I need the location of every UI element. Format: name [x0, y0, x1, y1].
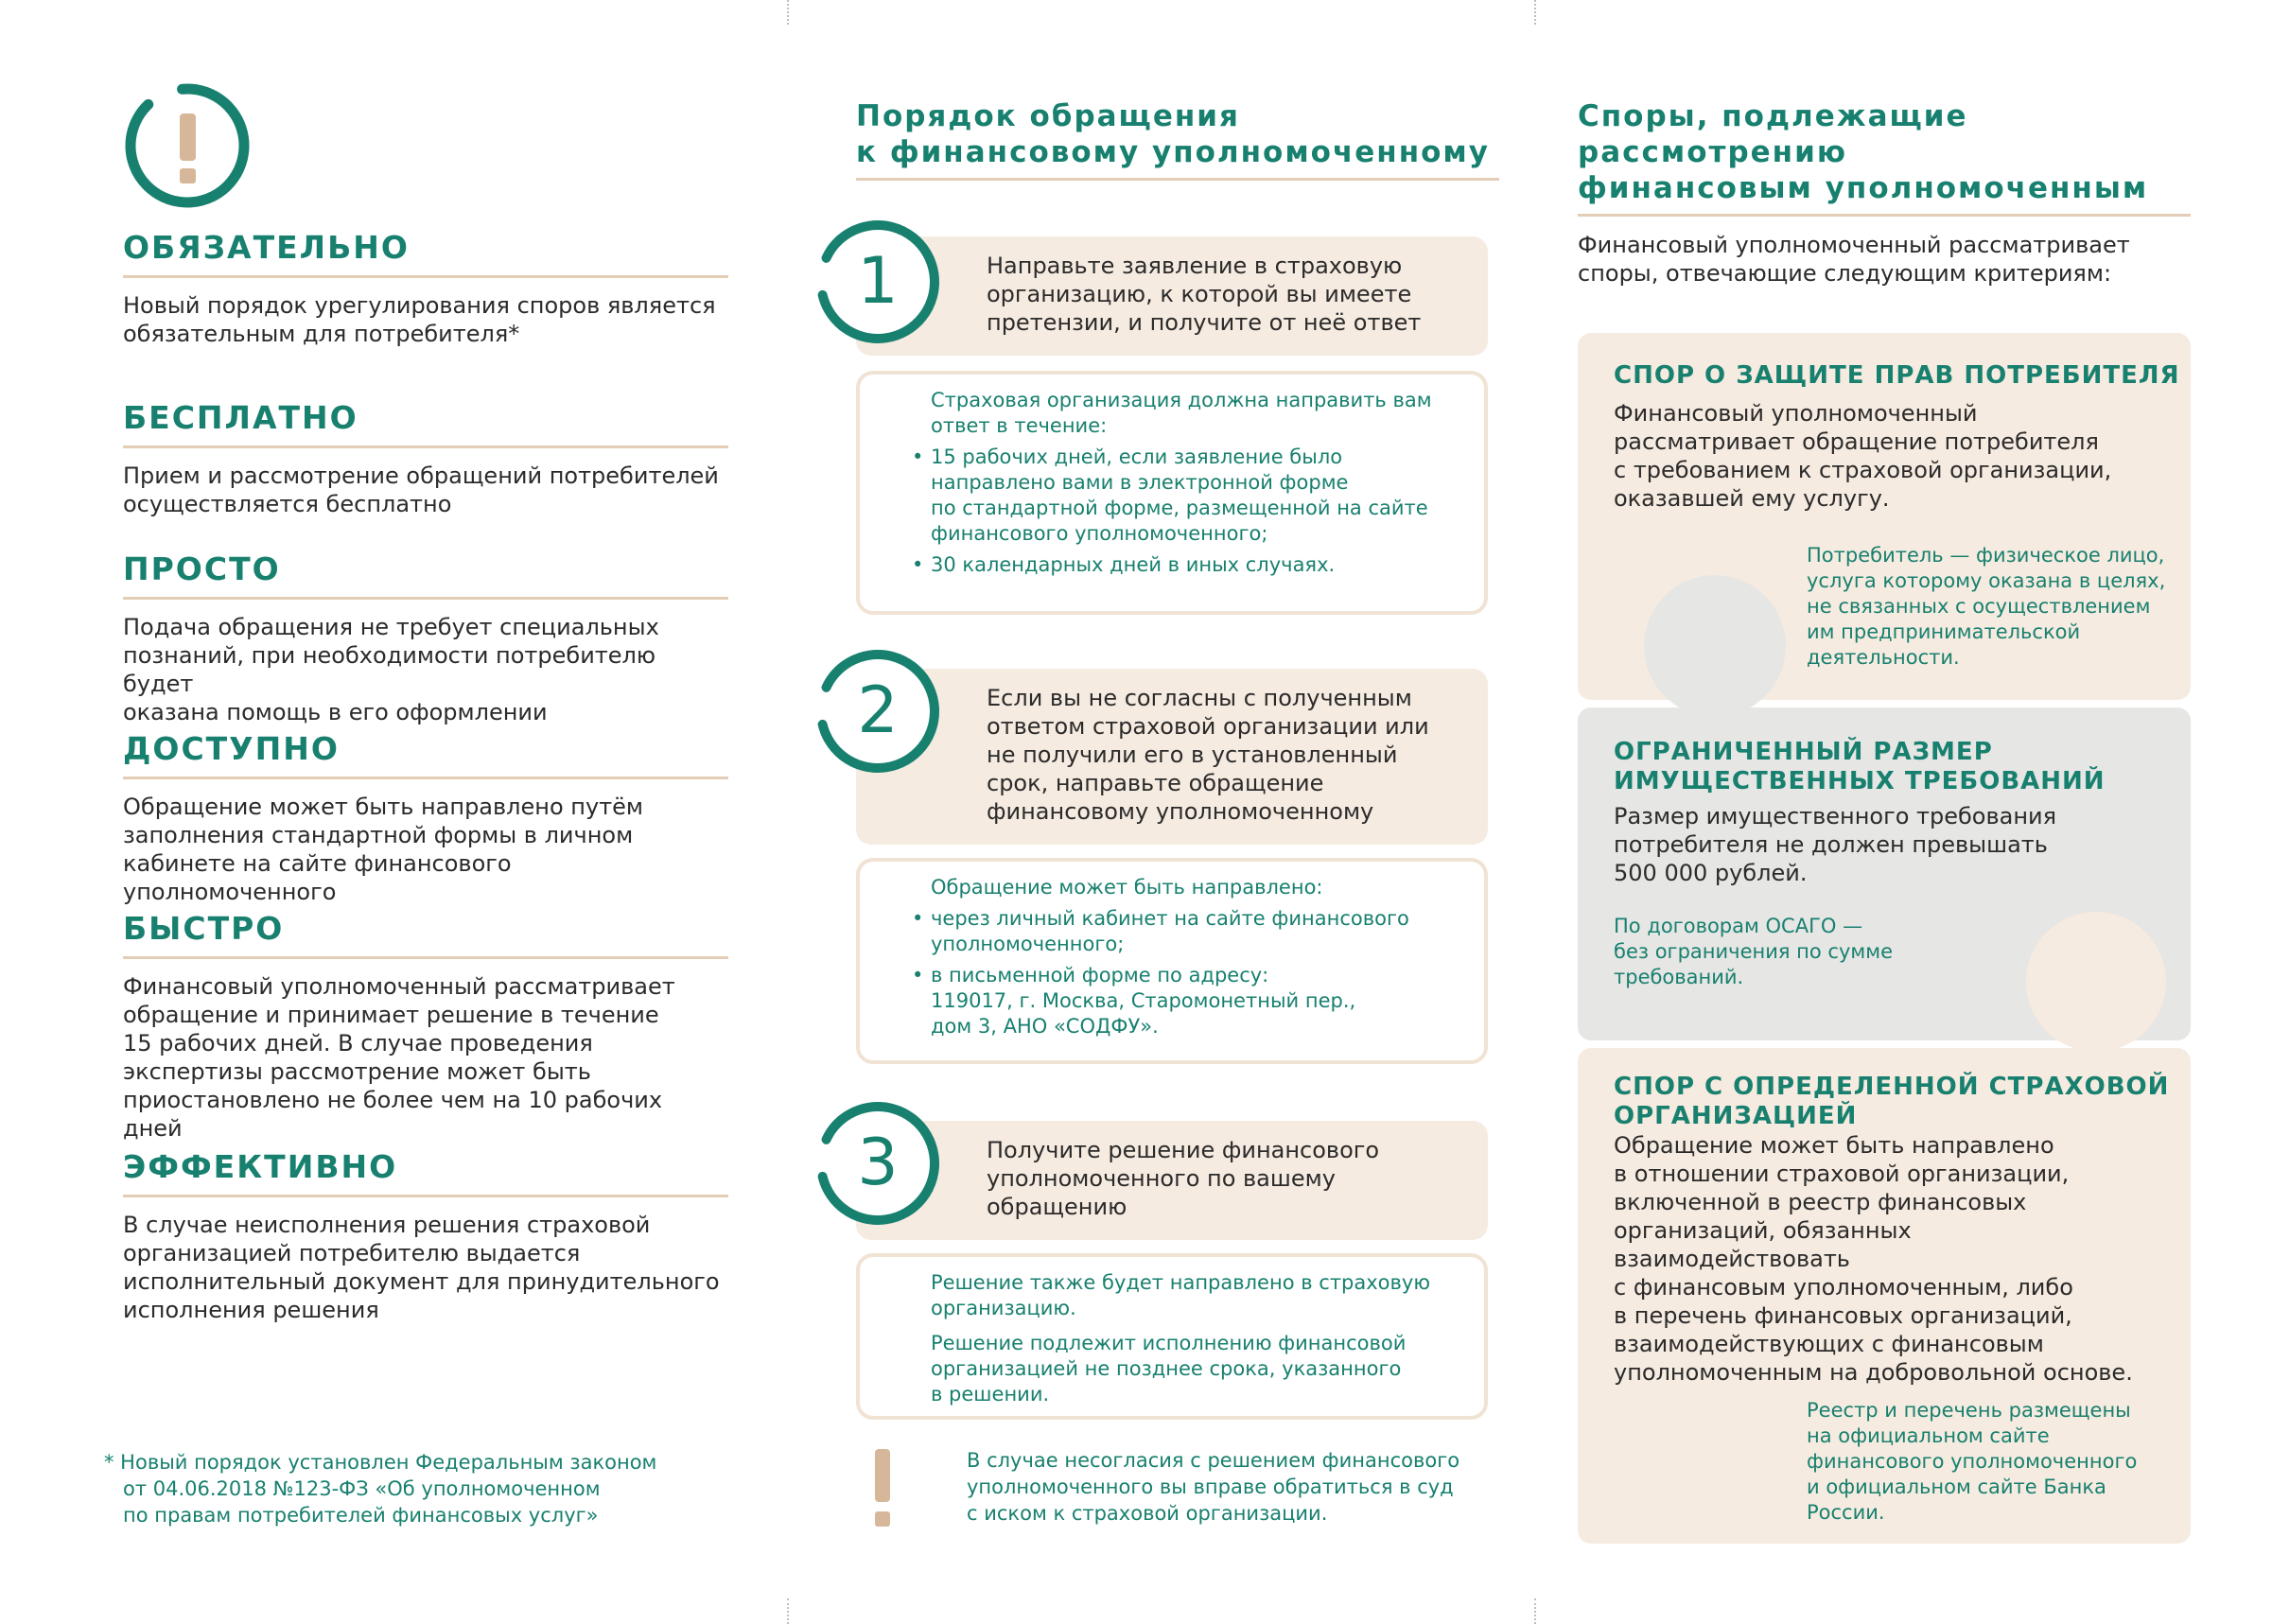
- list-item: • в письменной форме по адресу: 119017, г. Москва, Старомонетный пер., дом 3, АНО «СОДФУ».: [931, 963, 1460, 1039]
- feature-text: Финансовый уполномоченный рассматривает обращение и принимает решение в течение 15 рабочих дней. В случае проведения экспертизы рассмотрение может быть приостановлено не более чем на 10 рабочих дней: [123, 973, 675, 1142]
- list-item: • 15 рабочих дней, если заявление было направлено вами в электронной форме по стандартной форме, размещенной на сайте финансового уполномоченного;: [931, 445, 1460, 547]
- feature-title: ПРОСТО: [123, 550, 728, 600]
- feature-simple: [123, 550, 728, 726]
- step-2-text: Если вы не согласны с полученным ответом страховой организации или не получили его в установленный срок, направьте обращение финансовому уполномоченному: [987, 685, 1429, 825]
- step-number: 1: [857, 244, 899, 319]
- puzzle-knob: [1644, 575, 1786, 717]
- criterion-note: По договорам ОСАГО — без ограничения по сумме требований.: [1614, 915, 1894, 988]
- fold-mark-bottom-right: [1534, 1598, 1536, 1624]
- step-1-box: [856, 236, 1488, 356]
- feature-mandatory: [123, 229, 728, 348]
- feature-text: Прием и рассмотрение обращений потребителей осуществляется бесплатно: [123, 463, 719, 517]
- feature-effective: [123, 1148, 728, 1324]
- feature-title: БЫСТРО: [123, 910, 728, 959]
- criterion-text: Размер имущественного требования потребителя не должен превышать 500 000 рублей.: [1614, 803, 2057, 886]
- info-list: [931, 906, 1460, 1039]
- step-3-box: [856, 1121, 1488, 1240]
- exclamation-icon: [121, 79, 253, 212]
- criterion-text: Финансовый уполномоченный рассматривает обращение потребителя с требованием к страховой организации, оказавшей ему услугу.: [1614, 400, 2112, 512]
- fold-mark-top-right: [1534, 0, 1536, 25]
- step-2-info: Обращение может быть направлено: • через личный кабинет на сайте финансового уполномоченного; • в письменной форме по адресу: 119017, г. Москва, Старомонетный пер., дом 3, АНО «СОДФУ».: [856, 858, 1488, 1064]
- criterion-title: СПОР О ЗАЩИТЕ ПРАВ ПОТРЕБИТЕЛЯ: [1614, 361, 2180, 390]
- fold-mark-bottom-left: [787, 1598, 789, 1624]
- feature-title: ОБЯЗАТЕЛЬНО: [123, 229, 728, 278]
- feature-title: ЭФФЕКТИВНО: [123, 1148, 728, 1197]
- feature-accessible: [123, 730, 728, 906]
- court-note: В случае несогласия с решением финансового уполномоченного вы вправе обратиться в суд с иском к страховой организации.: [967, 1449, 1460, 1525]
- right-title: Споры, подлежащие рассмотрению финансовым уполномоченным: [1578, 98, 2191, 217]
- criterion-text: Обращение может быть направлено в отношении страховой организации, включенной в реестр финансовых организаций, обязанных взаимодействовать с финансовым уполномоченным, либо в перечень финансовых организаций, взаимодействующих с финансовым уполномоченным на добровольной основе.: [1614, 1132, 2133, 1386]
- step-2-number-icon: [812, 645, 944, 777]
- step-1-text: Направьте заявление в страховую организацию, к которой вы имеете претензии, и получите от неё ответ: [987, 253, 1422, 336]
- criterion-note: Реестр и перечень размещены на официальном сайте финансового уполномоченного и официальном сайте Банка России.: [1807, 1399, 2138, 1524]
- feature-free: [123, 399, 728, 518]
- exclamation-icon: [868, 1449, 897, 1534]
- step-3-text: Получите решение финансового уполномоченного по вашему обращению: [987, 1137, 1380, 1220]
- feature-title: БЕСПЛАТНО: [123, 399, 728, 448]
- step-1-info: Страховая организация должна направить вам ответ в течение: • 15 рабочих дней, если заявление было направлено вами в электронной форме по стандартной форме, размещенной на сайте финансового уполномоченного; • 30 календарных дней в иных случаях.: [856, 371, 1488, 615]
- criterion-specific-insurer: [1578, 1048, 2191, 1544]
- feature-text: Подача обращения не требует специальных познаний, при необходимости потребителю будет оказана помощь в его оформлении: [123, 614, 659, 725]
- step-2-box: [856, 669, 1488, 845]
- feature-fast: [123, 910, 728, 1143]
- criterion-title: ОГРАНИЧЕННЫЙ РАЗМЕР ИМУЩЕСТВЕННЫХ ТРЕБОВАНИЙ: [1614, 738, 2106, 795]
- right-intro: Финансовый уполномоченный рассматривает споры, отвечающие следующим критериям:: [1578, 232, 2130, 287]
- feature-text: Новый порядок урегулирования споров является обязательным для потребителя*: [123, 292, 716, 347]
- step-3-number-icon: [812, 1097, 944, 1230]
- fold-mark-top-left: [787, 0, 789, 25]
- feature-text: В случае неисполнения решения страховой организацией потребителю выдается исполнительный документ для принудительного исполнения решения: [123, 1212, 720, 1323]
- info-list: [931, 445, 1460, 578]
- puzzle-knob: [2026, 912, 2166, 1052]
- step-number: 3: [857, 1126, 899, 1200]
- feature-title: ДОСТУПНО: [123, 730, 728, 779]
- step-number: 2: [857, 673, 899, 748]
- feature-text: Обращение может быть направлено путём заполнения стандартной формы в личном кабинете на сайте финансового уполномоченного: [123, 794, 644, 905]
- middle-title: Порядок обращения к финансовому уполномоченному: [856, 98, 1499, 181]
- step-3-info: Решение также будет направлено в страховую организацию. Решение подлежит исполнению финансовой организацией не позднее срока, указанного в решении.: [856, 1253, 1488, 1420]
- step-1-number-icon: [812, 216, 944, 348]
- criterion-note: Потребитель — физическое лицо, услуга которому оказана в целях, не связанных с осуществлением им предпринимательской деятельности.: [1807, 544, 2166, 669]
- list-item: • через личный кабинет на сайте финансового уполномоченного;: [931, 906, 1460, 957]
- footnote: * Новый порядок установлен Федеральным законом от 04.06.2018 №123-ФЗ «Об уполномоченном по правам потребителей финансовых услуг»: [104, 1451, 657, 1527]
- list-item: • 30 календарных дней в иных случаях.: [931, 552, 1460, 578]
- criterion-title: СПОР С ОПРЕДЕЛЕННОЙ СТРАХОВОЙ ОРГАНИЗАЦИЕЙ: [1614, 1073, 2170, 1130]
